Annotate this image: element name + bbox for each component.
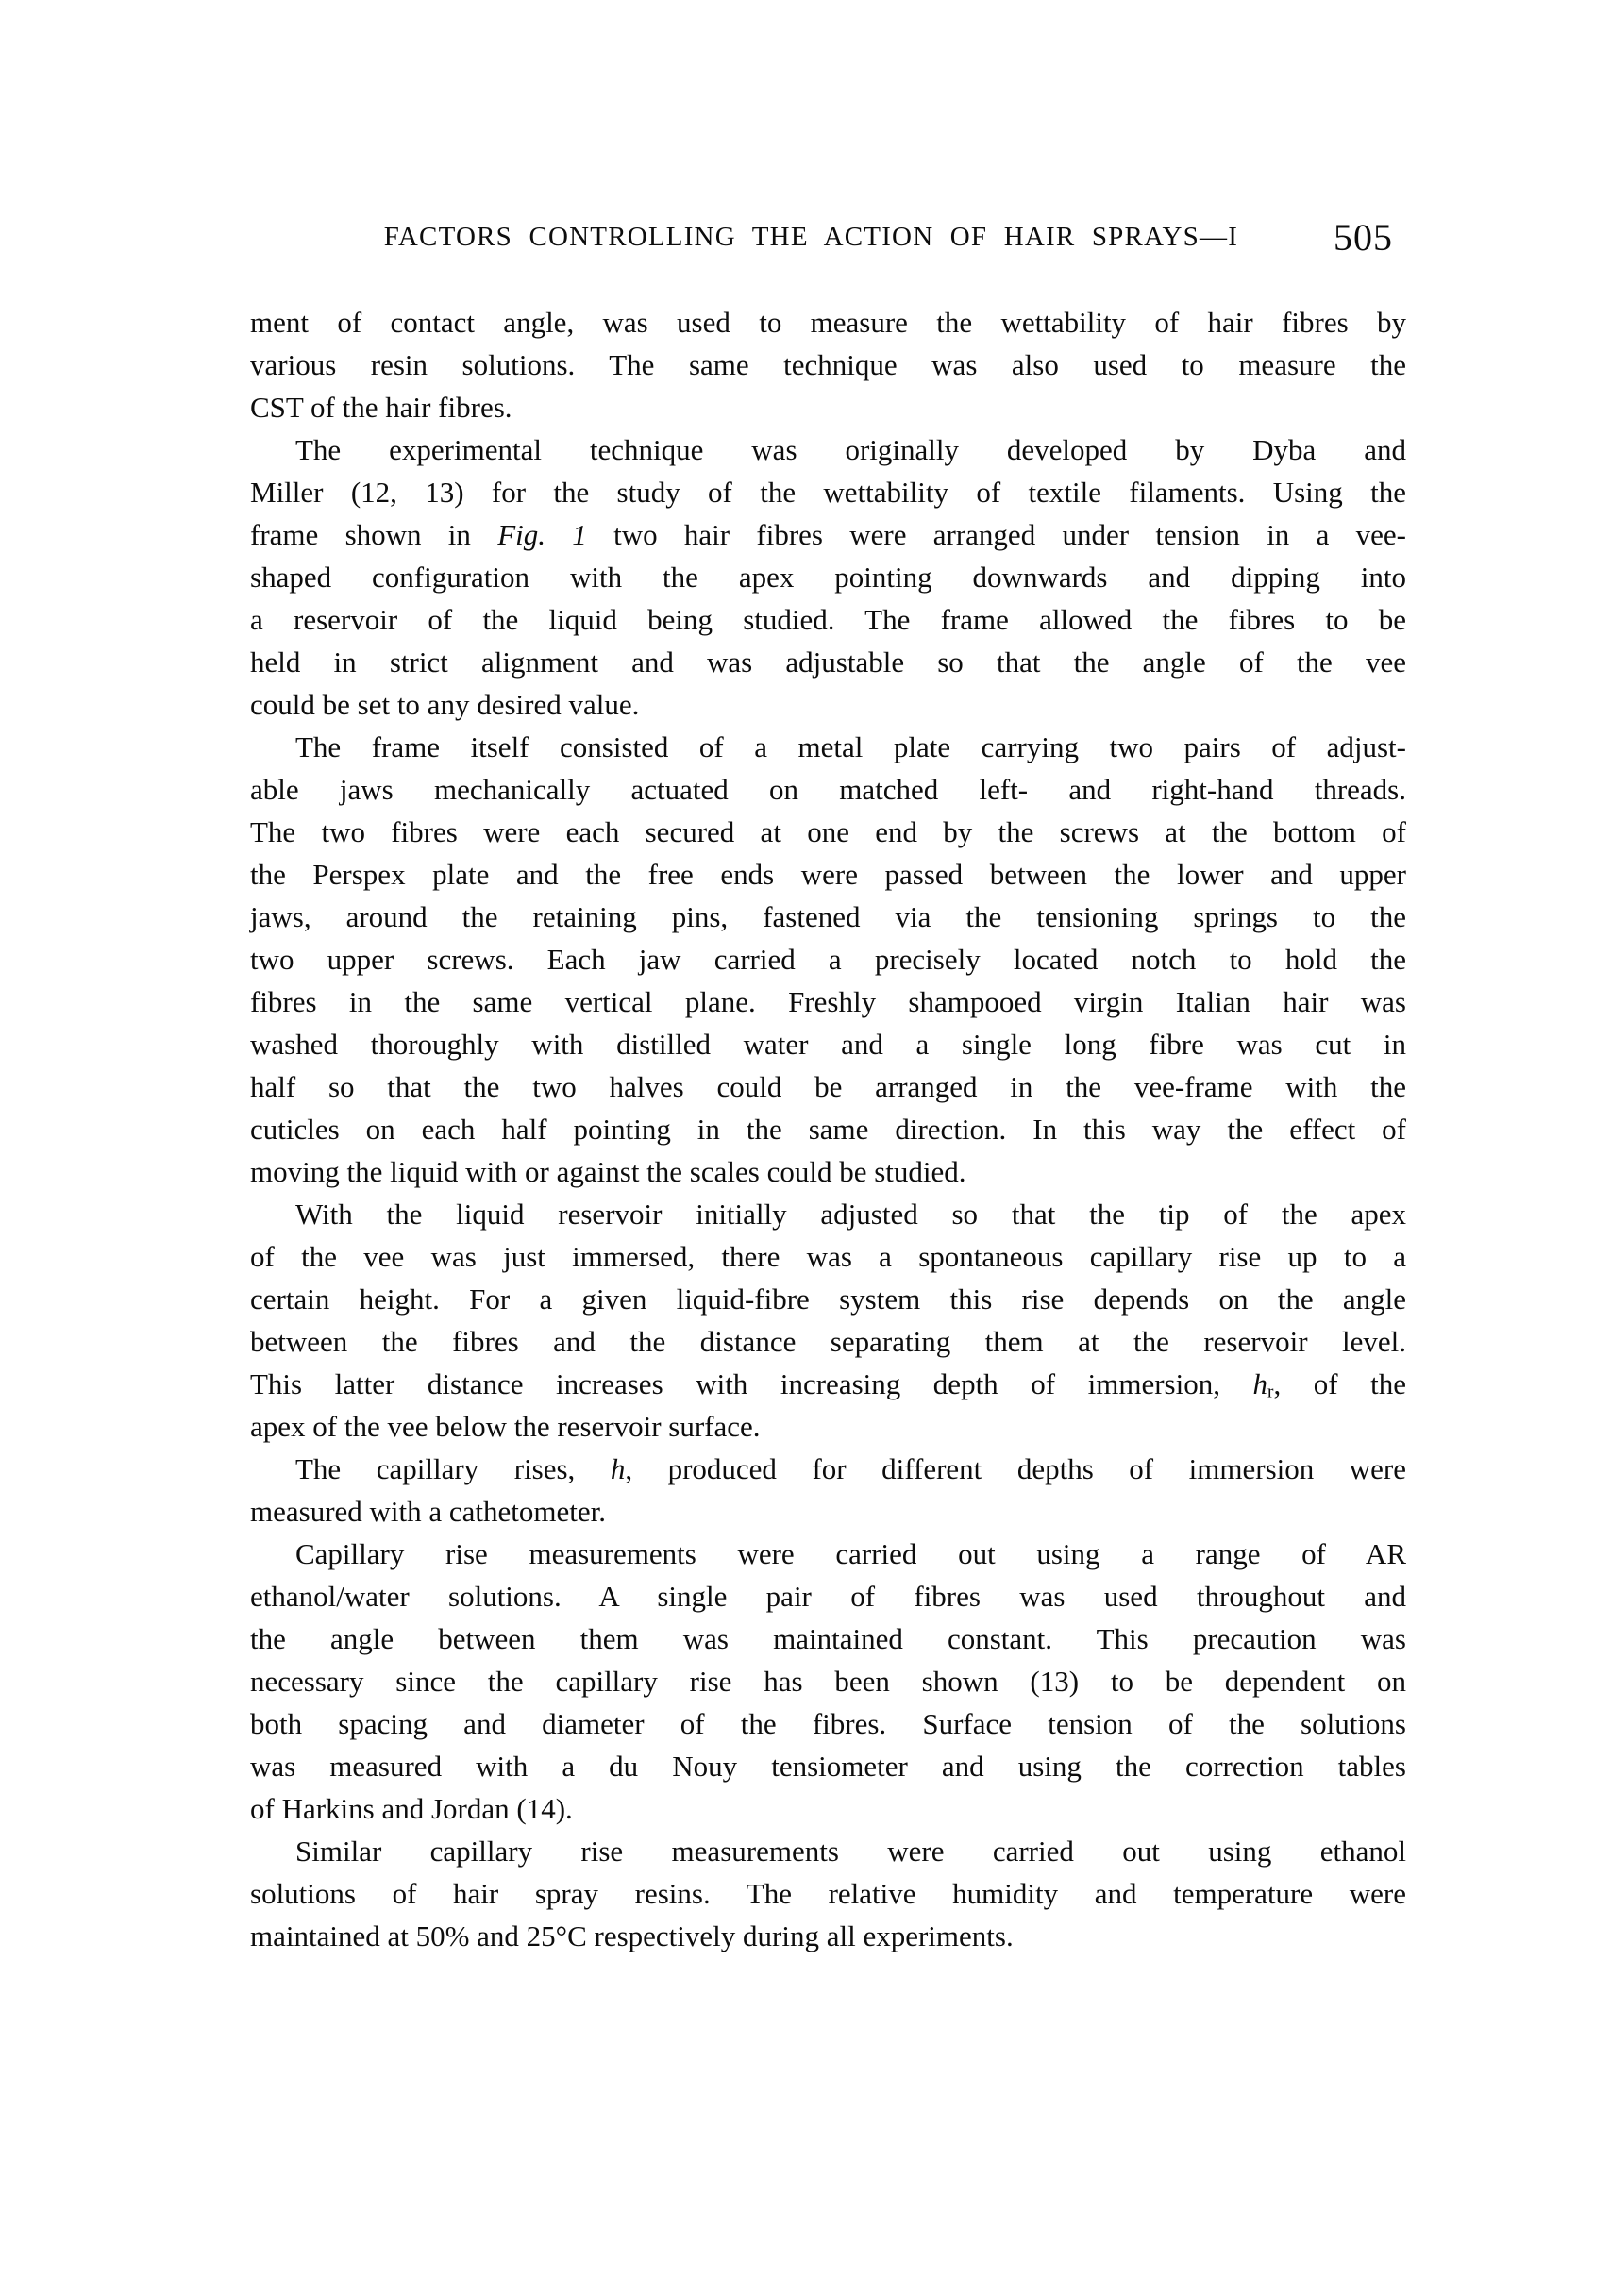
- text-line: CST of the hair fibres.: [250, 391, 512, 424]
- text-line: Capillary rise measurements were carried out using a range of AR: [295, 1537, 1406, 1570]
- text-line: of Harkins and Jordan (14).: [250, 1792, 573, 1825]
- text-line: jaws, around the retaining pins, fastened via the tensioning springs to the: [250, 900, 1406, 933]
- text-line: could be set to any desired value.: [250, 688, 640, 721]
- text-line: two upper screws. Each jaw carried a precisely located notch to hold the: [250, 943, 1406, 976]
- text-line: moving the liquid with or against the scales could be studied.: [250, 1155, 966, 1188]
- text-line: able jaws mechanically actuated on matched left- and right-hand threads.: [250, 773, 1406, 806]
- text-line: shaped configuration with the apex pointing downwards and dipping into: [250, 561, 1406, 594]
- text-line: various resin solutions. The same technique was also used to measure the: [250, 348, 1406, 381]
- text-line: necessary since the capillary rise has been shown (13) to be dependent on: [250, 1665, 1406, 1698]
- text-line: ment of contact angle, was used to measure the wettability of hair fibres by: [250, 306, 1406, 339]
- text-line: Miller (12, 13) for the study of the wettability of textile filaments. Using the: [250, 476, 1406, 509]
- paragraph: [250, 1193, 1406, 1448]
- text-line: ethanol/water solutions. A single pair of fibres was used throughout and: [250, 1580, 1406, 1613]
- paragraph: [250, 726, 1406, 1193]
- text-line: of the vee was just immersed, there was a spontaneous capillary rise up to a: [250, 1240, 1406, 1273]
- text-line: The frame itself consisted of a metal plate carrying two pairs of adjust-: [295, 730, 1406, 763]
- text-line: both spacing and diameter of the fibres. Surface tension of the solutions: [250, 1707, 1406, 1740]
- paragraph: [250, 1448, 1406, 1533]
- paragraph: [250, 301, 1406, 428]
- text-line: This latter distance increases with increasing depth of immersion, $h_r$, of the: [250, 1367, 1406, 1402]
- text-line: Similar capillary rise measurements were carried out using ethanol: [295, 1835, 1406, 1868]
- text-line: The experimental technique was originally developed by Dyba and: [295, 433, 1406, 466]
- text-line: washed thoroughly with distilled water and a single long fibre was cut in: [250, 1028, 1406, 1061]
- text-line: The capillary rises, h, produced for different depths of immersion were: [295, 1452, 1406, 1485]
- text-line: solutions of hair spray resins. The relative humidity and temperature were: [250, 1877, 1406, 1910]
- text-line: was measured with a du Nouy tensiometer and using the correction tables: [250, 1750, 1406, 1783]
- text-line: half so that the two halves could be arranged in the vee-frame with the: [250, 1070, 1406, 1103]
- text-line: The two fibres were each secured at one end by the screws at the bottom of: [250, 815, 1406, 848]
- text-line: a reservoir of the liquid being studied. The frame allowed the fibres to be: [250, 603, 1406, 636]
- article-body: [250, 301, 1406, 1957]
- text-line: maintained at 50% and 25°C respectively during all experiments.: [250, 1919, 1014, 1952]
- page-number: 505: [1334, 216, 1393, 259]
- text-line: frame shown in Fig. 1 two hair fibres were arranged under tension in a vee-: [250, 518, 1406, 551]
- running-title: FACTORS CONTROLLING THE ACTION OF HAIR SPRAYS—I: [383, 222, 1239, 252]
- text-line: With the liquid reservoir initially adjusted so that the tip of the apex: [295, 1198, 1406, 1231]
- page-header: [250, 215, 1406, 262]
- text-line: measured with a cathetometer.: [250, 1495, 607, 1528]
- text-line: between the fibres and the distance separating them at the reservoir level.: [250, 1325, 1406, 1358]
- text-line: certain height. For a given liquid-fibre system this rise depends on the angle: [250, 1282, 1406, 1316]
- paragraph: [250, 1533, 1406, 1830]
- paragraph: [250, 428, 1406, 726]
- text-line: held in strict alignment and was adjustable so that the angle of the vee: [250, 645, 1406, 679]
- text-line: the Perspex plate and the free ends were passed between the lower and upper: [250, 858, 1406, 891]
- paragraph: [250, 1830, 1406, 1957]
- text-line: cuticles on each half pointing in the same direction. In this way the effect of: [250, 1113, 1406, 1146]
- text-line: apex of the vee below the reservoir surface.: [250, 1410, 761, 1443]
- text-line: fibres in the same vertical plane. Freshly shampooed virgin Italian hair was: [250, 985, 1406, 1018]
- text-line: the angle between them was maintained constant. This precaution was: [250, 1622, 1406, 1655]
